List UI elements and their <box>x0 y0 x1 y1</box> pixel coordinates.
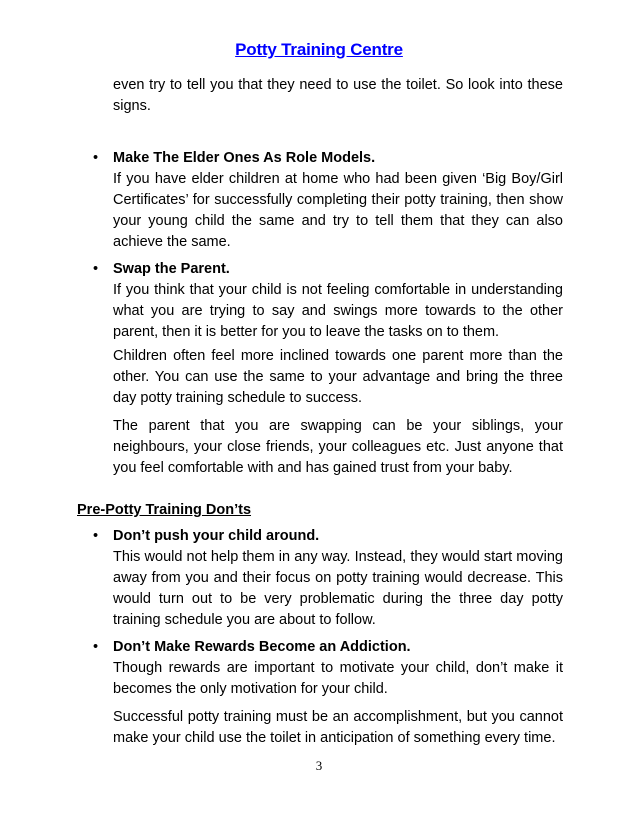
bullet-marker: • <box>93 639 99 655</box>
bullet-paragraph: Children often feel more inclined towards one parent more than the other. You can use the same to your advantage and bring the three day potty training schedule to success. <box>113 348 563 406</box>
section-heading: Pre-Potty Training Don’ts <box>77 502 252 518</box>
bullet-paragraph: The parent that you are swapping can be your siblings, your neighbours, your close friends, your colleagues etc. Just anyone that you feel comfortable with and has gained trust from your baby. <box>113 418 563 476</box>
bullet-paragraph: Though rewards are important to motivate your child, don’t make it becomes the only motivation for your child. <box>113 660 563 697</box>
page-header-title: Potty Training Centre <box>235 40 403 59</box>
bullet-paragraph: If you have elder children at home who had been given ‘Big Boy/Girl Certificates’ for successfully completing their potty training, then show your young child the same and try to tell them that they can also achieve the same. <box>113 171 563 250</box>
bullet-marker: • <box>93 528 99 544</box>
page-number: 3 <box>315 758 323 773</box>
bullet-paragraph: If you think that your child is not feeling comfortable in understanding what you are trying to say and swings more towards to the other parent, then it is better for you to leave the tasks on to them. <box>113 282 563 340</box>
intro-paragraph: even try to tell you that they need to use the toilet. So look into these signs. <box>113 77 563 114</box>
bullet-title: Swap the Parent. <box>113 261 230 277</box>
bullet-marker: • <box>93 261 99 277</box>
bullet-title: Don’t Make Rewards Become an Addiction. <box>113 639 411 655</box>
bullet-paragraph: This would not help them in any way. Instead, they would start moving away from you and their focus on potty training would decrease. This would turn out to be very problematic during the three day potty training schedule you are about to follow. <box>113 549 563 628</box>
bullet-marker: • <box>93 150 99 166</box>
bullet-title: Don’t push your child around. <box>113 528 320 544</box>
bullet-title: Make The Elder Ones As Role Models. <box>113 150 376 166</box>
bullet-paragraph: Successful potty training must be an accomplishment, but you cannot make your child use the toilet in anticipation of something every time. <box>113 709 563 746</box>
